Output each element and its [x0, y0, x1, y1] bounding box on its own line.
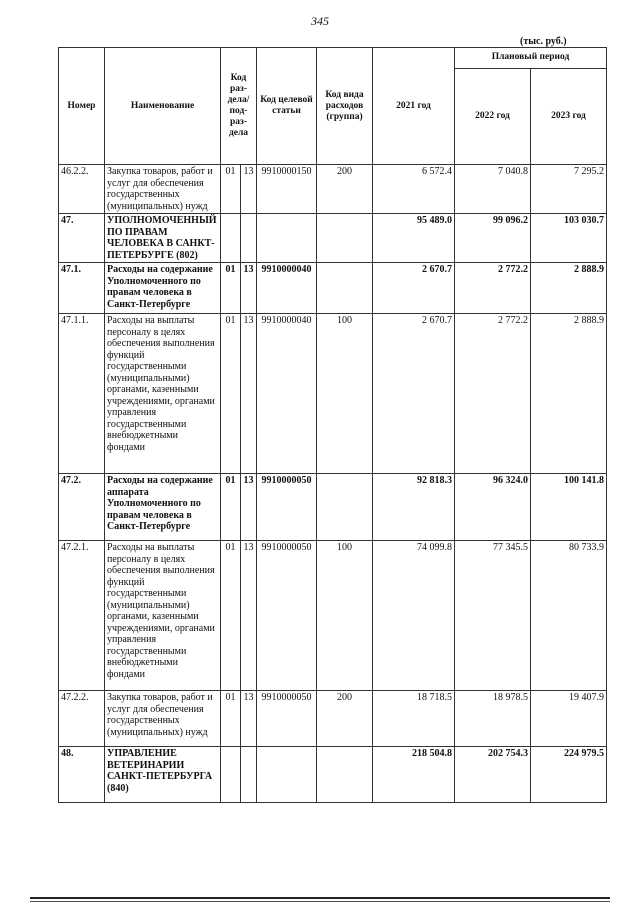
- row-section: 01: [221, 263, 241, 314]
- row-value-2022: 202 754.3: [455, 747, 531, 803]
- row-value-2023: 80 733.9: [531, 541, 607, 691]
- row-number: 46.2.2.: [59, 165, 105, 214]
- row-target: 9910000040: [257, 263, 317, 314]
- row-expense-type: 200: [317, 691, 373, 747]
- row-name: УПОЛНОМОЧЕННЫЙ ПО ПРАВАМ ЧЕЛОВЕКА В САНКТ-ПЕТЕРБУРГЕ (802): [105, 214, 221, 263]
- row-name: Расходы на выплаты персоналу в целях обеспечения выполнения функций государственными (муниципальными) органами, казенными учреждениями, органами управления государственными внебюджетными фондами: [105, 314, 221, 474]
- header-section: Код раз-дела/ под-раз-дела: [221, 48, 257, 165]
- row-section: 01: [221, 165, 241, 214]
- row-target: 9910000040: [257, 314, 317, 474]
- row-subsection: 13: [241, 474, 257, 541]
- header-2023: 2023 год: [531, 68, 607, 164]
- row-value-2022: 99 096.2: [455, 214, 531, 263]
- row-number: 48.: [59, 747, 105, 803]
- row-target: [257, 214, 317, 263]
- header-2021: 2021 год: [373, 48, 455, 165]
- row-section: [221, 214, 241, 263]
- row-value-2021: 2 670.7: [373, 314, 455, 474]
- units-label: (тыс. руб.): [520, 36, 567, 47]
- table-row: [59, 314, 607, 474]
- row-value-2023: 2 888.9: [531, 263, 607, 314]
- row-value-2021: 92 818.3: [373, 474, 455, 541]
- row-value-2023: 2 888.9: [531, 314, 607, 474]
- row-value-2023: 224 979.5: [531, 747, 607, 803]
- header-planned-period: Плановый период: [455, 48, 607, 69]
- row-section: 01: [221, 541, 241, 691]
- row-number: 47.2.1.: [59, 541, 105, 691]
- row-number: 47.: [59, 214, 105, 263]
- row-target: 9910000050: [257, 691, 317, 747]
- row-value-2021: 74 099.8: [373, 541, 455, 691]
- row-value-2023: 7 295.2: [531, 165, 607, 214]
- table-row: [59, 747, 607, 803]
- row-number: 47.2.2.: [59, 691, 105, 747]
- table-row: [59, 474, 607, 541]
- table-row: [59, 541, 607, 691]
- row-name: Расходы на выплаты персоналу в целях обеспечения выполнения функций государственными (муниципальными) органами, казенными учреждениями, органами управления государственными внебюджетными фондами: [105, 541, 221, 691]
- row-number: 47.2.: [59, 474, 105, 541]
- row-section: [221, 747, 241, 803]
- table-row: [59, 263, 607, 314]
- row-expense-type: [317, 263, 373, 314]
- row-value-2023: 19 407.9: [531, 691, 607, 747]
- row-value-2021: 95 489.0: [373, 214, 455, 263]
- row-name: УПРАВЛЕНИЕ ВЕТЕРИНАРИИ САНКТ-ПЕТЕРБУРГА (840): [105, 747, 221, 803]
- row-subsection: 13: [241, 541, 257, 691]
- row-expense-type: 100: [317, 314, 373, 474]
- bottom-rule: [30, 897, 610, 899]
- table-row: [59, 214, 607, 263]
- header-target: Код целевой статьи: [257, 48, 317, 165]
- row-name: Расходы на содержание Уполномоченного по правам человека в Санкт-Петербурге: [105, 263, 221, 314]
- row-target: 9910000050: [257, 541, 317, 691]
- row-value-2022: 2 772.2: [455, 314, 531, 474]
- row-value-2022: 2 772.2: [455, 263, 531, 314]
- row-value-2021: 6 572.4: [373, 165, 455, 214]
- header-expense-type: Код вида расходов (группа): [317, 48, 373, 165]
- page-number: 345: [311, 14, 329, 28]
- budget-table: [58, 47, 607, 803]
- row-number: 47.1.: [59, 263, 105, 314]
- table-row: [59, 691, 607, 747]
- row-section: 01: [221, 691, 241, 747]
- header-number: Номер: [59, 48, 105, 165]
- row-target: [257, 747, 317, 803]
- row-value-2023: 100 141.8: [531, 474, 607, 541]
- row-name: Закупка товаров, работ и услуг для обеспечения государственных (муниципальных) нужд: [105, 165, 221, 214]
- row-value-2022: 18 978.5: [455, 691, 531, 747]
- row-subsection: 13: [241, 691, 257, 747]
- row-subsection: 13: [241, 314, 257, 474]
- header-2022: 2022 год: [455, 68, 531, 164]
- row-value-2021: 18 718.5: [373, 691, 455, 747]
- row-name: Закупка товаров, работ и услуг для обеспечения государственных (муниципальных) нужд: [105, 691, 221, 747]
- row-expense-type: 100: [317, 541, 373, 691]
- row-value-2022: 77 345.5: [455, 541, 531, 691]
- row-value-2021: 2 670.7: [373, 263, 455, 314]
- row-expense-type: [317, 214, 373, 263]
- row-value-2022: 96 324.0: [455, 474, 531, 541]
- bottom-rule-thin: [30, 901, 610, 902]
- row-section: 01: [221, 474, 241, 541]
- table-row: [59, 165, 607, 214]
- row-section: 01: [221, 314, 241, 474]
- row-expense-type: [317, 474, 373, 541]
- row-expense-type: 200: [317, 165, 373, 214]
- row-subsection: 13: [241, 263, 257, 314]
- row-subsection: [241, 747, 257, 803]
- row-subsection: 13: [241, 165, 257, 214]
- row-target: 9910000050: [257, 474, 317, 541]
- row-subsection: [241, 214, 257, 263]
- row-name: Расходы на содержание аппарата Уполномоченного по правам человека в Санкт-Петербурге: [105, 474, 221, 541]
- header-name: Наименование: [105, 48, 221, 165]
- row-value-2021: 218 504.8: [373, 747, 455, 803]
- row-value-2022: 7 040.8: [455, 165, 531, 214]
- row-target: 9910000150: [257, 165, 317, 214]
- row-value-2023: 103 030.7: [531, 214, 607, 263]
- row-number: 47.1.1.: [59, 314, 105, 474]
- row-expense-type: [317, 747, 373, 803]
